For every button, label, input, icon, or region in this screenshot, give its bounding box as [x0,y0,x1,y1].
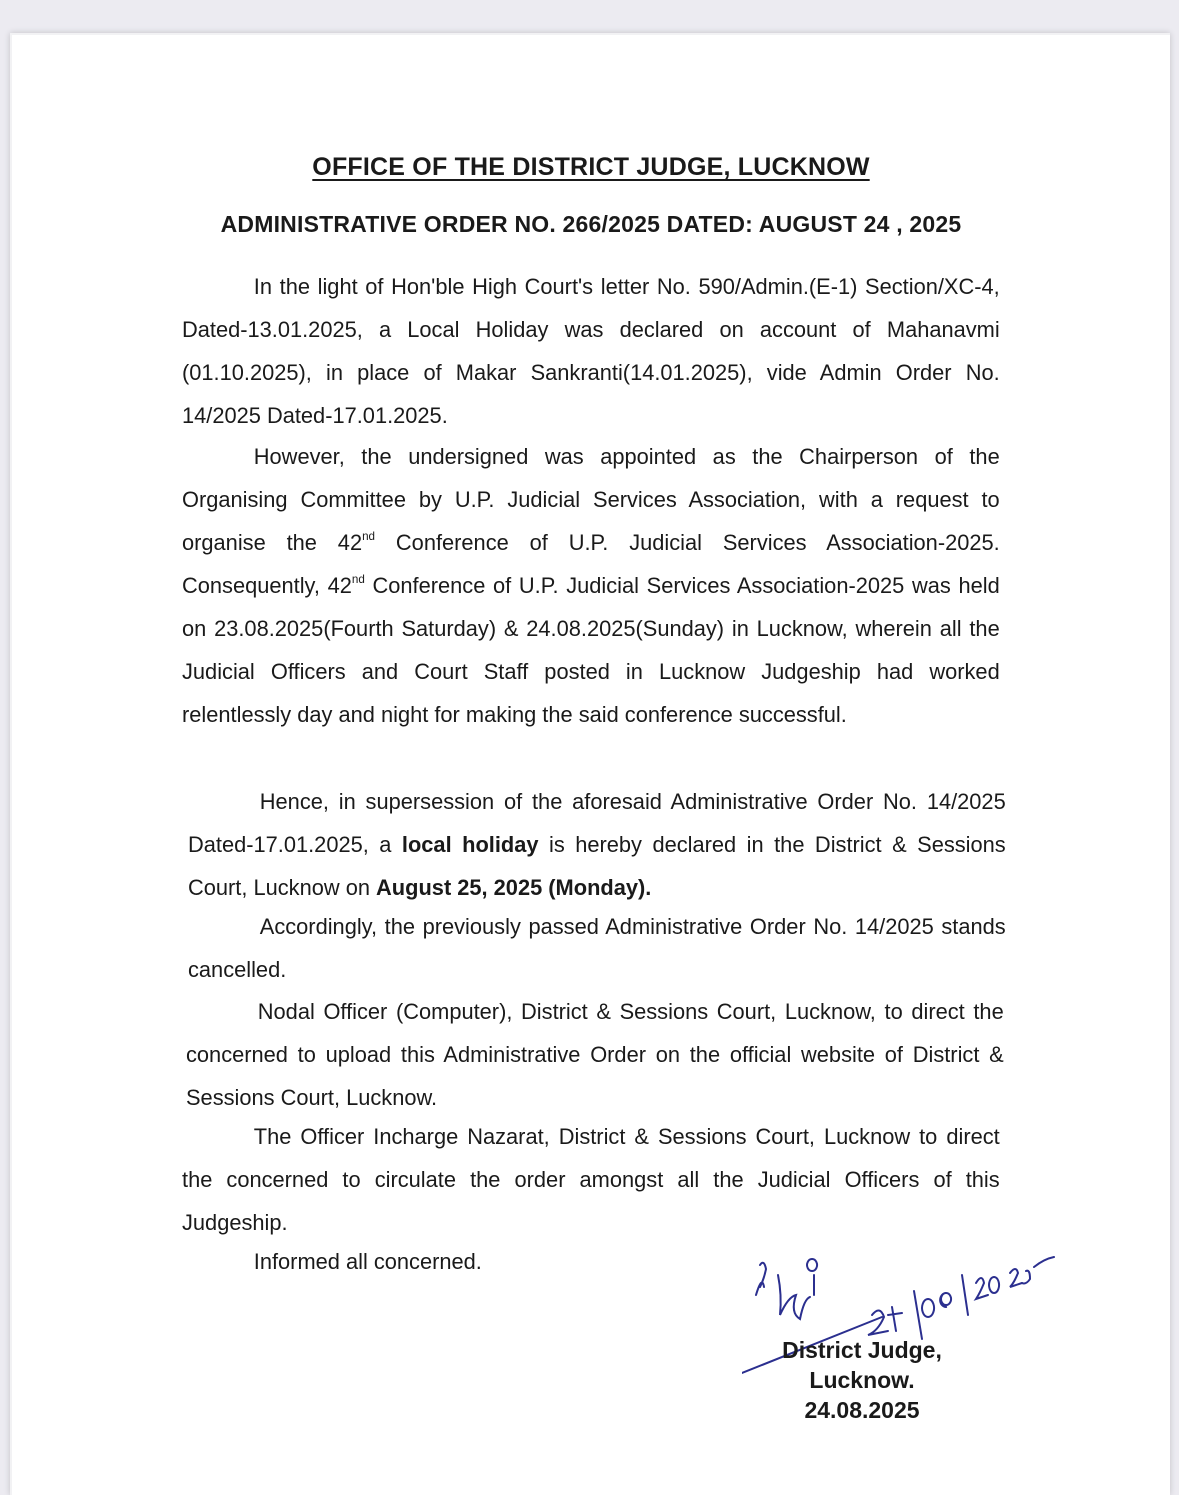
paragraph-3 [188,780,1006,909]
paragraph-1-text: In the light of Hon'ble High Court's letter No. 590/Admin.(E-1) Section/XC-4, Dated-13.01.2025, a Local Holiday was declared on account of Mahanavmi (01.10.2025), in place of Makar Sankranti(14.01.2025), vide Admin Order No. 14/2025 Dated-17.01.2025. [182,274,1000,428]
paragraph-5 [186,990,1004,1119]
holiday-date-emphasis: August 25, 2025 (Monday). [376,875,652,900]
signature-date: 24.08.2025 [804,1397,920,1423]
ordinal-suffix: nd [362,529,376,543]
signature-block [712,1335,1012,1425]
office-title [12,153,1170,182]
office-title-text: OFFICE OF THE DISTRICT JUDGE, LUCKNOW [312,153,870,181]
ordinal-suffix: nd [351,572,365,586]
signatory-designation: District Judge, [782,1337,942,1363]
paragraph-2-text-c: Conference of U.P. Judicial Services Association-2025 was held on 23.08.2025(Fourth Saturday) & 24.08.2025(Sunday) in Lucknow, wherein all the Judicial Officers and Court Staff posted in Lucknow Judgeship had worked relentlessly day and night for making the said conference successful. [182,573,1000,727]
paragraph-1 [182,265,1000,437]
paragraph-5-text: Nodal Officer (Computer), District & Sessions Court, Lucknow, to direct the concerned to upload this Administrative Order on the official website of District & Sessions Court, Lucknow. [186,999,1004,1110]
paragraph-2-text-a: However, the undersigned was appointed as the Chairperson of the Organising Committee by U.P. Judicial Services Association, with a request to organise the 42 [182,444,1000,555]
paragraph-3-text-a: Hence, in supersession of the aforesaid Administrative Order No. 14/2025 Dated-17.01.2025, a [188,789,1006,857]
signatory-place: Lucknow. [809,1367,915,1393]
paragraph-6 [182,1115,1000,1244]
order-title: ADMINISTRATIVE ORDER NO. 266/2025 DATED: AUGUST 24 , 2025 [220,211,962,237]
paragraph-2 [182,435,1000,736]
paragraph-3-text-b: is hereby declared in the District & Sessions Court, Lucknow on [188,832,1006,900]
paragraph-2-text-b: Conference of U.P. Judicial Services Association-2025. Consequently, 42 [182,530,1000,598]
closing-line-text: Informed all concerned. [253,1249,482,1274]
paragraph-6-text: The Officer Incharge Nazarat, District & Sessions Court, Lucknow to direct the concerned to circulate the order amongst all the Judicial Officers of this Judgeship. [182,1124,1000,1235]
paragraph-4 [188,905,1006,991]
local-holiday-emphasis: local holiday [401,832,539,857]
document-page [10,33,1170,1495]
paragraph-4-text: Accordingly, the previously passed Administrative Order No. 14/2025 stands cancelled. [188,914,1006,982]
